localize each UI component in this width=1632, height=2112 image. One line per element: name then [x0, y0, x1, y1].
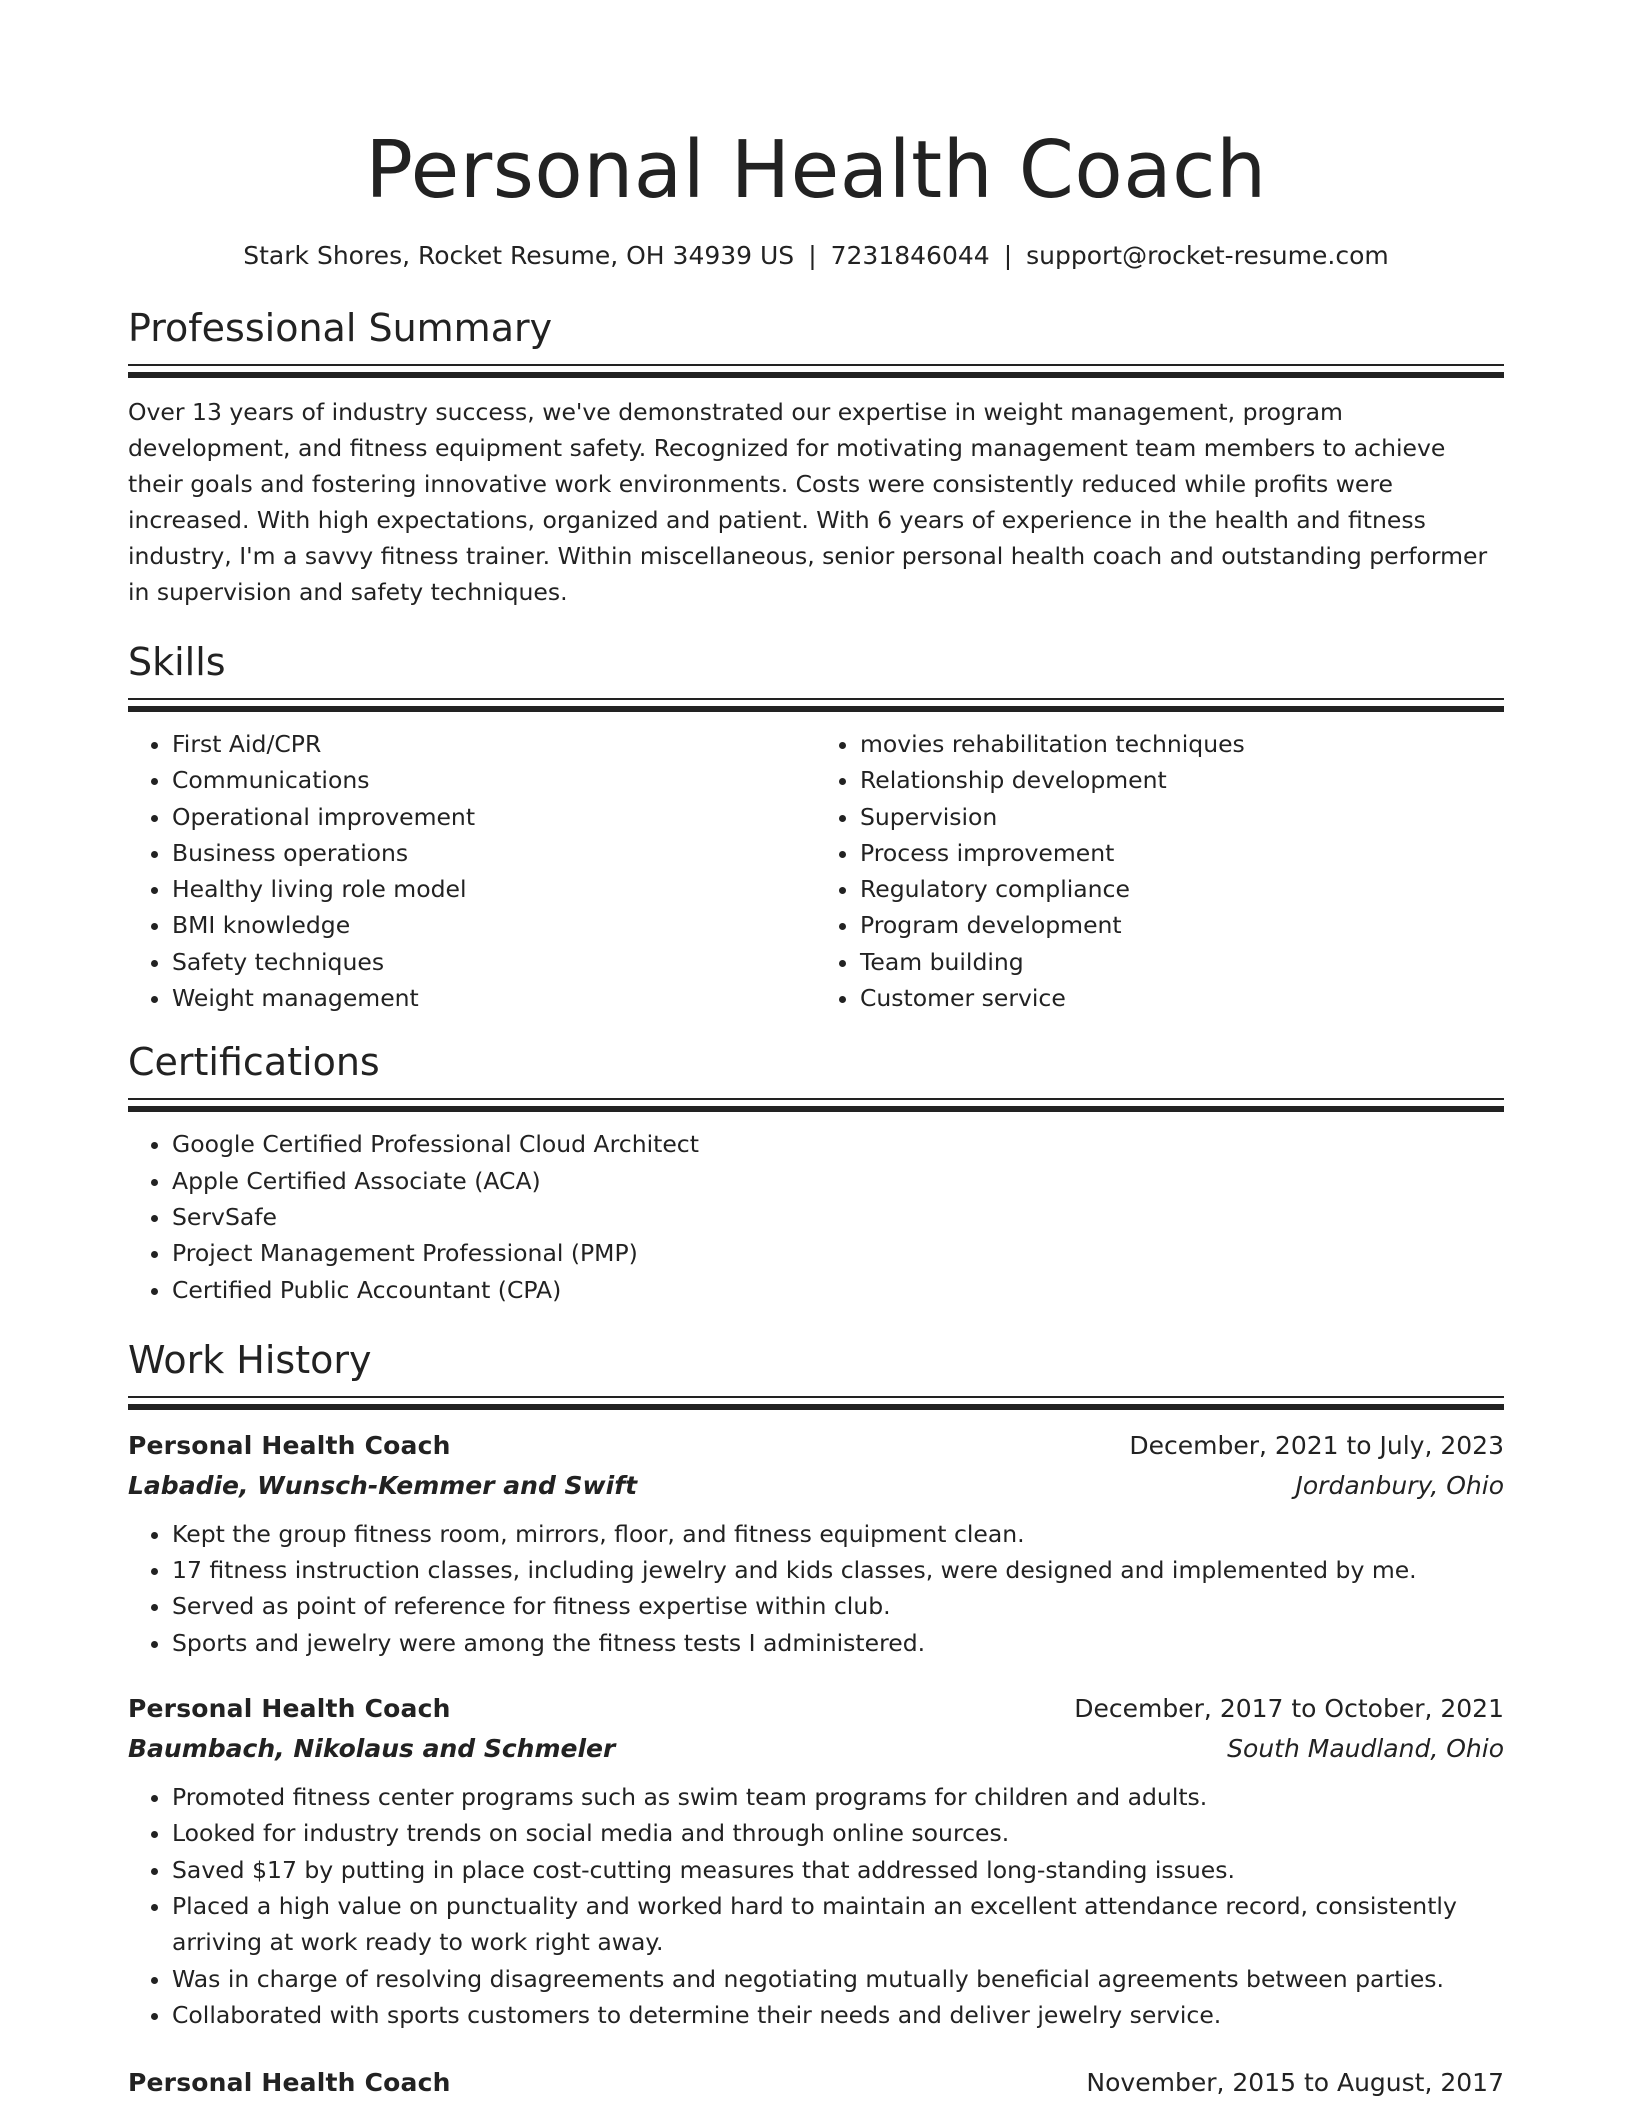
contact-email: support@rocket-resume.com	[1026, 241, 1389, 270]
section-divider	[128, 1106, 1504, 1112]
job-location: Jordanbury, Ohio	[1295, 1470, 1504, 1500]
job-bullet: • Saved $17 by putting in place cost-cutting measures that addressed long-standing issues.	[172, 1852, 1504, 1888]
skill-item: • Business operations	[172, 835, 774, 871]
section-title: Skills	[128, 640, 226, 684]
contact-phone: 7231846044	[830, 241, 990, 270]
job-bullet: • Was in charge of resolving disagreements and negotiating mutually beneficial agreements between parties.	[172, 1961, 1504, 1997]
skill-item: • Regulatory compliance	[860, 871, 1462, 907]
job-subheader	[128, 1729, 1504, 1769]
job-dates: December, 2021 to July, 2023	[1129, 1430, 1504, 1460]
job-subheader	[128, 1466, 1504, 1506]
section-divider	[128, 1404, 1504, 1410]
certifications-section	[128, 1038, 1504, 1307]
job-bullet: • Promoted fitness center programs such as swim team programs for children and adults.	[172, 1779, 1504, 1815]
section-divider	[128, 1098, 1504, 1100]
section-divider	[128, 1396, 1504, 1398]
job-header	[128, 2063, 1504, 2103]
job-header	[128, 1426, 1504, 1466]
job-title: Personal Health Coach	[128, 1694, 451, 1724]
skill-item: • Weight management	[172, 980, 774, 1016]
resume-page	[128, 0, 1504, 2103]
job-title: Personal Health Coach	[128, 1430, 451, 1460]
job-bullet: • Served as point of reference for fitness expertise within club.	[172, 1588, 1504, 1624]
skill-item: • Customer service	[860, 980, 1462, 1016]
skill-item: • Relationship development	[860, 762, 1462, 798]
skill-item: • Process improvement	[860, 835, 1462, 871]
work-history-section	[128, 1336, 1504, 2103]
job-company: Baumbach, Nikolaus and Schmeler	[128, 1734, 616, 1764]
section-title: Work History	[128, 1337, 372, 1382]
job-header	[128, 1689, 1504, 1729]
certification-item: • Project Management Professional (PMP)	[172, 1235, 1504, 1271]
job-bullet: • 17 fitness instruction classes, including jewelry and kids classes, were designed and implemented by me.	[172, 1552, 1504, 1588]
contact-address: Stark Shores, Rocket Resume, OH 34939 US	[243, 241, 795, 270]
certification-item: • Apple Certified Associate (ACA)	[172, 1163, 1504, 1199]
skills-list-left	[128, 726, 774, 1016]
section-divider	[128, 364, 1504, 366]
job-bullets	[128, 1516, 1504, 1661]
skill-item: • Operational improvement	[172, 799, 774, 835]
job-bullet: • Collaborated with sports customers to determine their needs and deliver jewelry service.	[172, 1997, 1504, 2033]
skill-item: • Team building	[860, 944, 1462, 980]
contact-separator: |	[1003, 241, 1013, 270]
skills-columns	[128, 712, 1504, 1016]
contact-separator: |	[808, 241, 817, 270]
contact-line	[128, 240, 1504, 272]
skill-item: • Communications	[172, 762, 774, 798]
skill-item: • Program development	[860, 907, 1462, 943]
summary-text: Over 13 years of industry success, we've demonstrated our expertise in weight management, program development, and fitness equipment safety. Recognized for motivating management team members to achieve their goals and fostering innovative work environments. Costs were consistently reduced while profits were increased. With high expectations, organized and patient. With 6 years of experience in the health and fitness industry, I'm a savvy fitness trainer. Within miscellaneous, senior personal health coach and outstanding performer in supervision and safety techniques.	[128, 398, 1488, 606]
job-bullet: • Sports and jewelry were among the fitness tests I administered.	[172, 1625, 1504, 1661]
resume-name: Personal Health Coach	[365, 124, 1267, 216]
certification-item: • Google Certified Professional Cloud Architect	[172, 1126, 1504, 1162]
job-bullets	[128, 1779, 1504, 2033]
job-entry	[128, 1689, 1504, 2033]
skills-list-right	[816, 726, 1462, 1016]
section-divider	[128, 698, 1504, 700]
job-dates: December, 2017 to October, 2021	[1074, 1694, 1504, 1724]
job-title: Personal Health Coach	[128, 2068, 451, 2098]
summary-section	[128, 304, 1504, 610]
job-entry	[128, 1426, 1504, 1661]
job-entry	[128, 2063, 1504, 2103]
job-company: Labadie, Wunsch-Kemmer and Swift	[128, 1470, 638, 1500]
skills-section	[128, 638, 1504, 1016]
certification-item: • ServSafe	[172, 1199, 1504, 1235]
section-title: Professional Summary	[128, 306, 553, 350]
certifications-list	[128, 1126, 1504, 1307]
skill-item: • First Aid/CPR	[172, 726, 774, 762]
skill-item: • Healthy living role model	[172, 871, 774, 907]
job-bullet: • Kept the group fitness room, mirrors, floor, and fitness equipment clean.	[172, 1516, 1504, 1552]
job-bullet: • Looked for industry trends on social media and through online sources.	[172, 1815, 1504, 1851]
job-location: South Maudland, Ohio	[1227, 1734, 1504, 1764]
certification-item: • Certified Public Accountant (CPA)	[172, 1272, 1504, 1308]
job-dates: November, 2015 to August, 2017	[1086, 2068, 1504, 2098]
skill-item: • Safety techniques	[172, 944, 774, 980]
section-title: Certifications	[128, 1040, 380, 1085]
section-divider	[128, 372, 1504, 378]
skill-item: • movies rehabilitation techniques	[860, 726, 1462, 762]
skill-item: • BMI knowledge	[172, 907, 774, 943]
skill-item: • Supervision	[860, 799, 1462, 835]
job-bullet: • Placed a high value on punctuality and worked hard to maintain an excellent attendance record, consistently arriving at work ready to work right away.	[172, 1888, 1504, 1961]
